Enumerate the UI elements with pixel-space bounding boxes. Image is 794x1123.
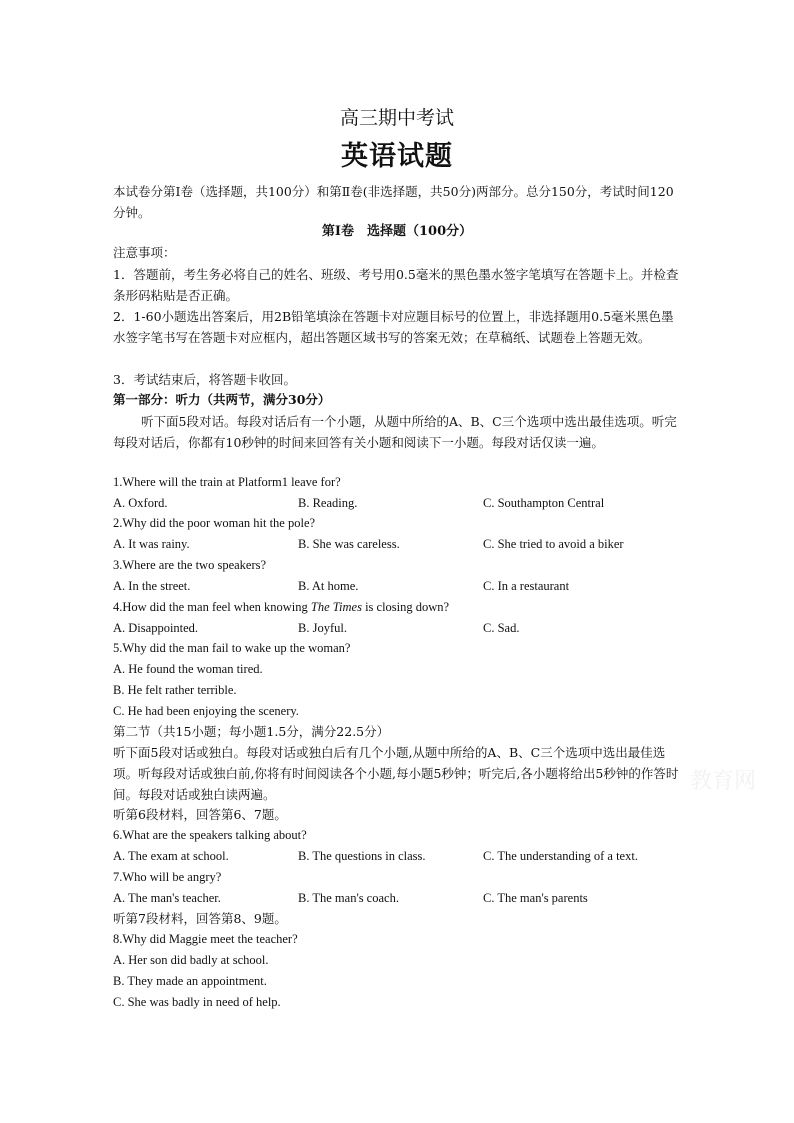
question-text: 3.Where are the two speakers? xyxy=(113,558,267,572)
option-a: A. He found the woman tired. xyxy=(113,662,263,676)
option-a: A. In the street. xyxy=(113,579,191,593)
intro-text: 本试卷分第Ⅰ卷（选择题，共100分）和第Ⅱ卷(非选择题，共50分)两部分。总分150分，考试时间120分钟。 xyxy=(113,184,674,220)
option-c: C. The understanding of a text. xyxy=(483,849,638,863)
option-c: C. Sad. xyxy=(483,621,520,635)
option-b: B. They made an appointment. xyxy=(113,974,267,988)
note-item: 2．1-60小题选出答案后，用2B铅笔填涂在答题卡对应题目标号的位置上，非选择题用0.5毫米黑色墨水签字笔书写在答题卡对应框内，超出答题区域书写的答案无效；在草稿纸、试题卷上答题无效。 xyxy=(113,309,674,345)
exam-subtitle: 高三期中考试 xyxy=(339,107,454,129)
note-item: 3．考试结束后，将答题卡收回。 xyxy=(113,372,296,387)
option-b: B. Joyful. xyxy=(298,621,347,635)
option-c: C. Southampton Central xyxy=(483,496,605,510)
option-b: B. The man's coach. xyxy=(298,891,399,905)
part2-instruction: 听下面5段对话或独白。每段对话或独白后有几个小题,从题中所给的A、B、C三个选项中选出最佳选项。听每段对话或独白前,你将有时间阅读各个小题,每小题5秒钟；听完后,各小题将给出5秒钟的作答时间。每段对话或独白读两遍。 xyxy=(113,745,679,802)
question-text: 1.Where will the train at Platform1 leave for? xyxy=(113,475,341,489)
option-a: A. It was rainy. xyxy=(113,537,190,551)
newspaper-name: The Times xyxy=(310,600,362,614)
note-item: 1．答题前，考生务必将自己的姓名、班级、考号用0.5毫米的黑色墨水签字笔填写在答题卡上。并检查条形码粘贴是否正确。 xyxy=(113,267,679,303)
part1-heading: 第一部分：听力（共两节，满分30分） xyxy=(113,392,331,407)
notes-heading: 注意事项： xyxy=(113,245,176,260)
option-a: A. Her son did badly at school. xyxy=(113,953,269,967)
question-text-end: is closing down? xyxy=(361,600,450,614)
option-b: B. Reading. xyxy=(298,496,358,510)
option-a: A. Disappointed. xyxy=(113,621,199,635)
exam-title: 英语试题 xyxy=(341,141,453,172)
option-b: B. She was careless. xyxy=(298,537,400,551)
section1-title: 第Ⅰ卷 选择题（100分） xyxy=(321,224,473,239)
question-text: 8.Why did Maggie meet the teacher? xyxy=(113,932,298,946)
option-c: C. She tried to avoid a biker xyxy=(483,537,624,551)
option-c: C. In a restaurant xyxy=(483,579,570,593)
option-a: A. Oxford. xyxy=(113,496,168,510)
option-c: C. He had been enjoying the scenery. xyxy=(113,704,299,718)
option-c: C. The man's parents xyxy=(483,891,588,905)
option-b: B. At home. xyxy=(298,579,359,593)
option-b: B. The questions in class. xyxy=(298,849,426,863)
option-a: A. The man's teacher. xyxy=(113,891,221,905)
material-note: 听第7段材料，回答第8、9题。 xyxy=(113,911,287,926)
question-text: 7.Who will be angry? xyxy=(113,870,222,884)
question-text-start: 4.How did the man feel when knowing xyxy=(113,600,311,614)
question-text: 5.Why did the man fail to wake up the woman? xyxy=(113,641,351,655)
part1-instruction: 听下面5段对话。每段对话后有一个小题，从题中所给的A、B、C三个选项中选出最佳选项。听完每段对话后，你都有10秒钟的时间来回答有关小题和阅读下一小题。每段对话仅读一遍。 xyxy=(113,414,677,450)
option-b: B. He felt rather terrible. xyxy=(113,683,237,697)
option-a: A. The exam at school. xyxy=(113,849,229,863)
part2-heading: 第二节（共15小题；每小题1.5分，满分22.5分） xyxy=(113,724,390,739)
watermark: 教育网 xyxy=(690,769,757,794)
option-c: C. She was badly in need of help. xyxy=(113,995,281,1009)
material-note: 听第6段材料，回答第6、7题。 xyxy=(113,807,287,822)
question-text: 6.What are the speakers talking about? xyxy=(113,828,307,842)
question-text xyxy=(113,597,449,617)
question-text: 2.Why did the poor woman hit the pole? xyxy=(113,516,316,530)
